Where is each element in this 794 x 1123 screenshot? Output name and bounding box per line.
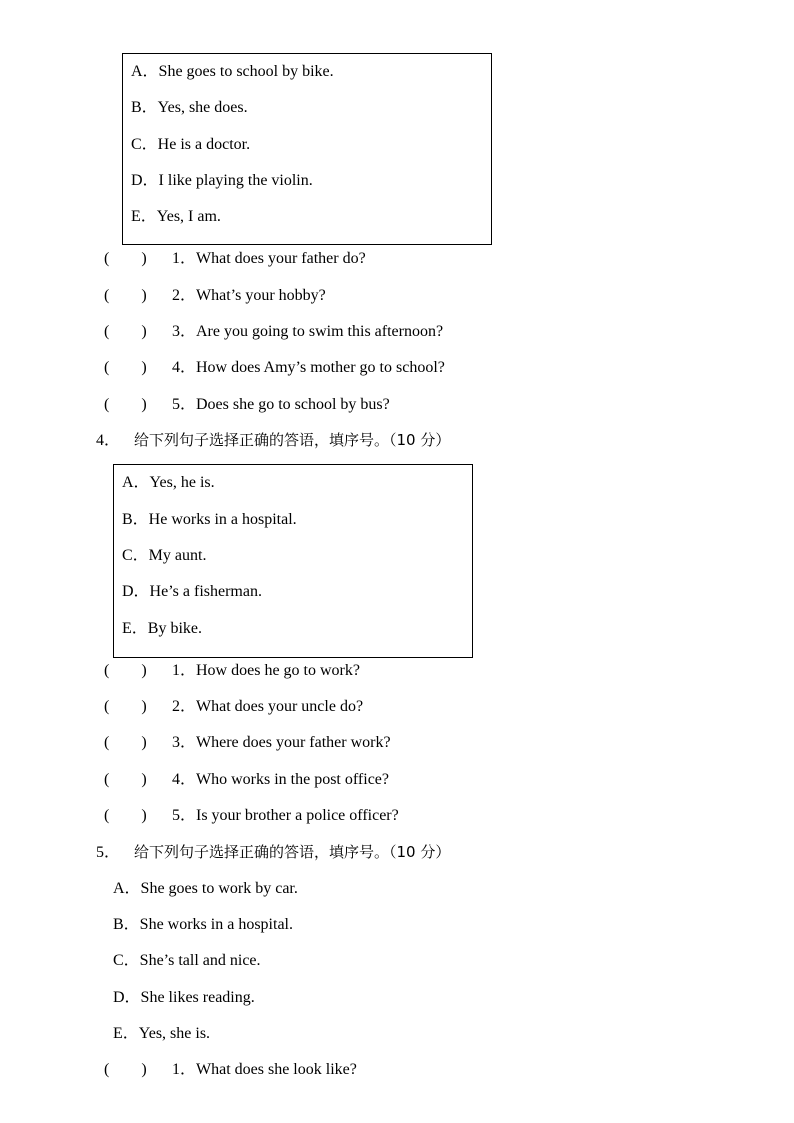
option-a: A．She goes to work by car. bbox=[113, 880, 298, 897]
option-d: D．I like playing the violin. bbox=[131, 172, 313, 189]
option-e: E．By bike. bbox=[122, 620, 202, 637]
section-heading-4 bbox=[96, 430, 450, 451]
option-b: B．She works in a hospital. bbox=[113, 916, 293, 933]
question-text: 3．Where does your father work? bbox=[172, 734, 391, 751]
section-heading-5 bbox=[96, 842, 450, 863]
section-instruction: 给下列句子选择正确的答语，填序号。（10 分） bbox=[134, 843, 451, 861]
answer-blank[interactable]: ( ) bbox=[104, 1061, 147, 1078]
section-number: 5． bbox=[96, 844, 121, 861]
question-text: 4．How does Amy’s mother go to school? bbox=[172, 359, 445, 376]
question-text: 1．What does she look like? bbox=[172, 1061, 357, 1078]
question-row bbox=[104, 733, 391, 753]
answer-blank[interactable]: ( ) bbox=[104, 287, 147, 304]
answer-blank[interactable]: ( ) bbox=[104, 396, 147, 413]
question-text: 3．Are you going to swim this afternoon? bbox=[172, 323, 444, 340]
question-text: 1．How does he go to work? bbox=[172, 662, 360, 679]
question-text: 2．What’s your hobby? bbox=[172, 287, 326, 304]
option-e: E．Yes, I am. bbox=[131, 208, 221, 225]
question-row bbox=[104, 661, 360, 681]
option-b: B．He works in a hospital. bbox=[122, 511, 297, 528]
answer-blank[interactable]: ( ) bbox=[104, 698, 147, 715]
option-a: A．Yes, he is. bbox=[122, 474, 215, 491]
option-b: B．Yes, she does. bbox=[131, 99, 248, 116]
option-c: C．My aunt. bbox=[122, 547, 207, 564]
answer-blank[interactable]: ( ) bbox=[104, 807, 147, 824]
question-row bbox=[104, 358, 445, 378]
section-number: 4． bbox=[96, 432, 121, 449]
question-row bbox=[104, 286, 326, 306]
option-e: E．Yes, she is. bbox=[113, 1025, 211, 1042]
option-d: D．He’s a fisherman. bbox=[122, 583, 262, 600]
answer-blank[interactable]: ( ) bbox=[104, 323, 147, 340]
question-text: 5．Is your brother a police officer? bbox=[172, 807, 399, 824]
question-row bbox=[104, 770, 389, 790]
option-a: A．She goes to school by bike. bbox=[131, 63, 334, 80]
question-text: 2．What does your uncle do? bbox=[172, 698, 364, 715]
question-text: 5．Does she go to school by bus? bbox=[172, 396, 390, 413]
section-instruction: 给下列句子选择正确的答语，填序号。（10 分） bbox=[134, 431, 451, 449]
question-text: 4．Who works in the post office? bbox=[172, 771, 389, 788]
answer-blank[interactable]: ( ) bbox=[104, 662, 147, 679]
option-c: C．He is a doctor. bbox=[131, 136, 251, 153]
question-text: 1．What does your father do? bbox=[172, 250, 366, 267]
question-row bbox=[104, 806, 399, 826]
option-c: C．She’s tall and nice. bbox=[113, 952, 261, 969]
answer-blank[interactable]: ( ) bbox=[104, 771, 147, 788]
answer-blank[interactable]: ( ) bbox=[104, 250, 147, 267]
answer-blank[interactable]: ( ) bbox=[104, 359, 147, 376]
option-d: D．She likes reading. bbox=[113, 989, 255, 1006]
question-row bbox=[104, 1060, 357, 1080]
question-row bbox=[104, 395, 390, 415]
question-row bbox=[104, 249, 366, 269]
question-row bbox=[104, 697, 363, 717]
answer-blank[interactable]: ( ) bbox=[104, 734, 147, 751]
question-row bbox=[104, 322, 443, 342]
